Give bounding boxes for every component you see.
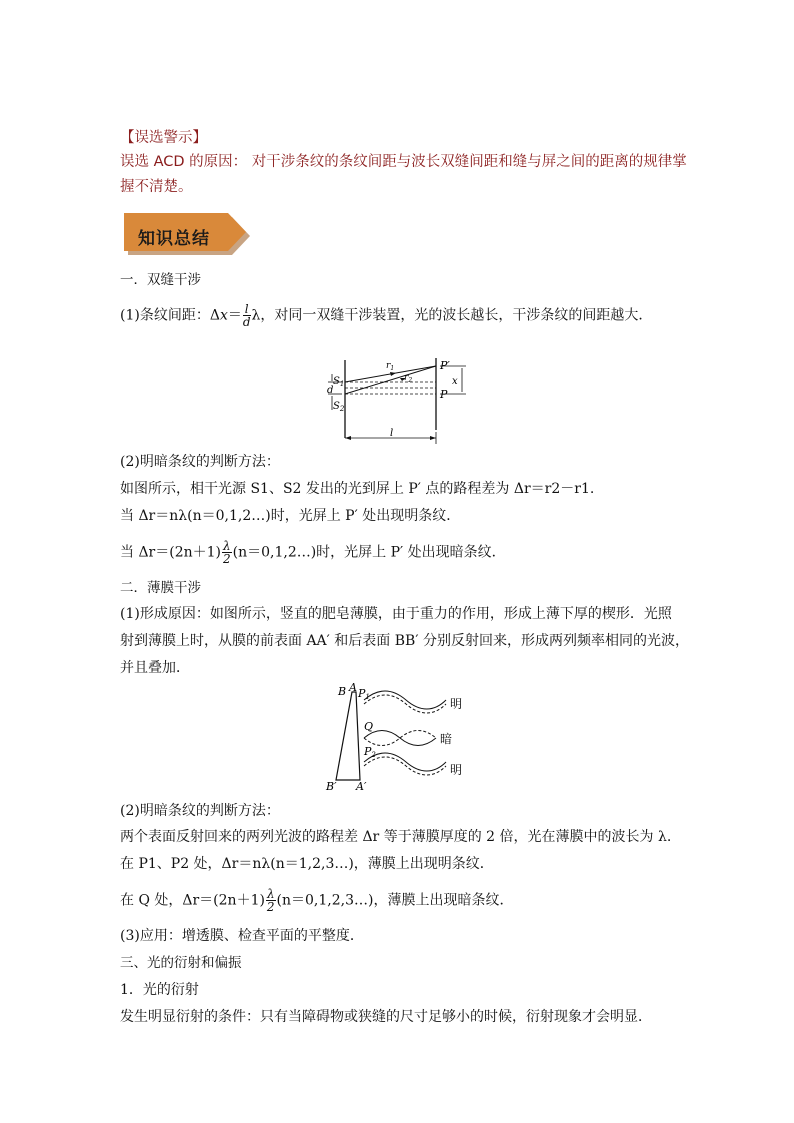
warning-title: 【误选警示】: [120, 130, 207, 146]
section-1-bright-condition: 当 Δr＝nλ(n＝0,1,2…)时，光屏上 P′ 处出现明条纹．: [120, 508, 461, 524]
formula-eq: ＝: [227, 307, 242, 324]
section-2-cause-line-2: 射到薄膜上时，从膜的前表面 AA′ 和后表面 BB′ 分别反射回来，形成两列频率相同的光波，: [120, 633, 689, 649]
formula-suffix: λ，对同一双缝干涉装置，光的波长越长，干涉条纹的间距越大．: [251, 307, 653, 324]
section-2-application: (3)应用：增透膜、检查平面的平整度．: [120, 928, 364, 944]
fraction-l-over-d: $\frac{l}{d}$: [242, 302, 251, 329]
section-3-subheading: 1．光的衍射: [120, 982, 199, 998]
label-r2: $r_2$: [404, 373, 413, 384]
section-2-path-difference: 两个表面反射回来的两列光波的路程差 Δr 等于薄膜厚度的 2 倍，光在薄膜中的波长为 λ.: [120, 829, 672, 845]
warning-line-2: 握不清楚。: [120, 179, 193, 195]
label-bright-2: 明: [450, 763, 463, 777]
label-x: x: [452, 376, 458, 387]
section-3-diffraction-condition: 发生明显衍射的条件：只有当障碍物或狭缝的尺寸足够小的时候，衍射现象才会明显．: [120, 1009, 652, 1025]
label-b-prime: B′: [326, 780, 337, 793]
label-b: B: [338, 685, 347, 698]
label-s1: $S_1$: [333, 376, 345, 388]
thin-film-diagram: [322, 682, 482, 794]
fraction-lambda-over-2: $\frac{\lambda}{2}$: [266, 887, 275, 914]
section-1-method-heading: (2)明暗条纹的判断方法：: [120, 454, 280, 470]
warning-line-1: 误选 ACD 的原因： 对干涉条纹的条纹间距与波长双缝间距和缝与屏之间的距离的规律掌: [120, 154, 687, 170]
formula-prefix: (1)条纹间距：Δ: [120, 307, 220, 324]
section-2-cause-line-1: (1)形成原因：如图所示，竖直的肥皂薄膜，由于重力的作用，形成上薄下厚的楔形．光照: [120, 606, 672, 622]
label-r1: $r_1$: [386, 361, 395, 372]
section-1-dark-condition: 当 Δr＝(2n＋1) $\frac{\lambda}{2}$ (n＝0,1,2…)时，光屏上 P′ 处出现暗条纹．: [120, 539, 506, 566]
section-2-bright-condition: 在 P1、P2 处，Δr＝nλ(n＝1,2,3…)，薄膜上出现明条纹．: [120, 856, 494, 872]
formula-x: x: [219, 307, 228, 324]
section-2-heading: 二．薄膜干涉: [120, 580, 201, 596]
label-s2: $S_2$: [333, 401, 345, 413]
label-p-prime: P′: [440, 359, 450, 372]
section-1-spacing-formula: [120, 303, 652, 328]
section-2-cause-line-3: 并且叠加．: [120, 660, 190, 676]
label-dark: 暗: [440, 732, 453, 746]
section-1-path-difference: 如图所示，相干光源 S1、S2 发出的光到屏上 P′ 点的路程差为 Δr＝r2－r1.: [120, 481, 595, 497]
label-a: A: [349, 682, 357, 694]
label-a-prime: A′: [356, 780, 367, 793]
label-l: l: [390, 428, 394, 439]
section-3-heading: 三、光的衍射和偏振: [120, 955, 242, 971]
banner-label: 知识总结: [138, 229, 210, 249]
label-q: Q: [364, 720, 374, 733]
label-p: P: [440, 388, 448, 401]
fraction-lambda-over-2: $\frac{\lambda}{2}$: [223, 539, 231, 566]
section-1-heading: 一．双缝干涉: [120, 272, 201, 288]
section-2-dark-condition: 在 Q 处，Δr＝(2n＋1) $\frac{\lambda}{2}$ (n＝0,1,2,3…)，薄膜上出现暗条纹．: [120, 887, 514, 914]
label-p2: P2: [364, 745, 376, 759]
label-bright-1: 明: [450, 697, 463, 711]
double-slit-diagram: [318, 354, 478, 446]
section-2-method-heading: (2)明暗条纹的判断方法：: [120, 803, 280, 819]
label-d: d: [327, 385, 334, 396]
label-p1: P1: [358, 687, 370, 701]
